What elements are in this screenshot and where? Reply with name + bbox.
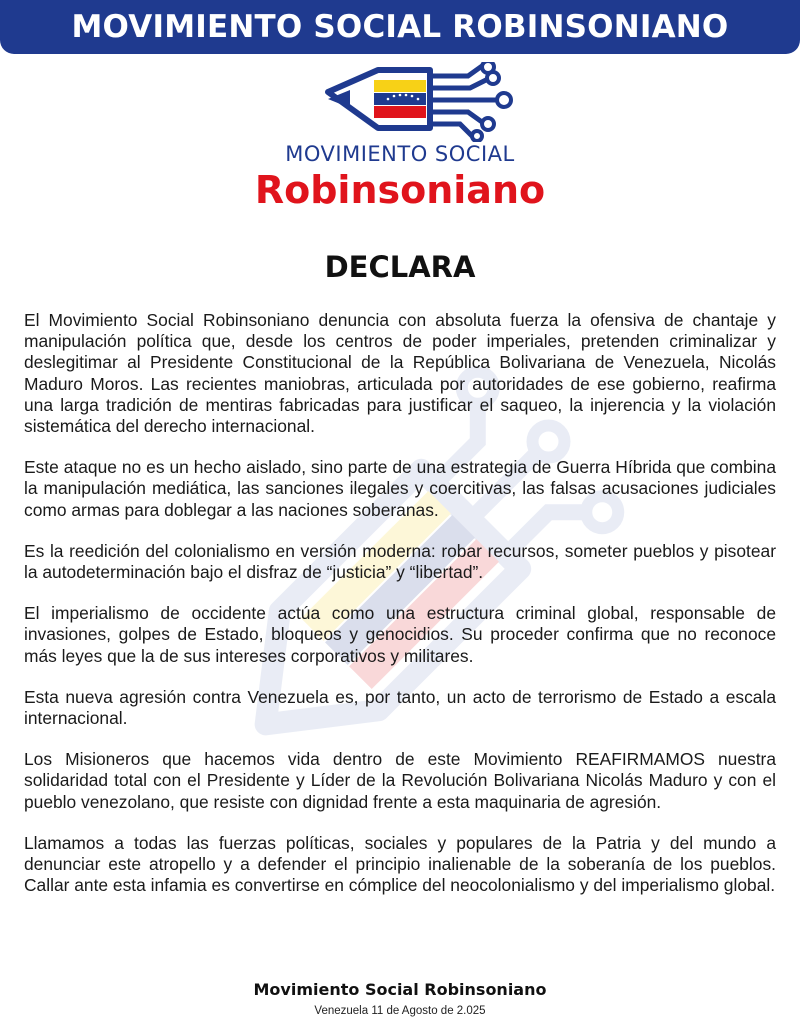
page-heading: DECLARA — [324, 250, 476, 284]
paragraph: Este ataque no es un hecho aislado, sino parte de una estrategia de Guerra Híbrida que combina la manipulación mediática, las sanciones ilegales y coercitivas, las falsas acusaciones judiciales como armas para doblegar a las naciones soberanas. — [24, 457, 776, 520]
header-banner — [0, 0, 800, 54]
banner-title: MOVIMIENTO SOCIAL ROBINSONIANO — [71, 9, 729, 45]
paragraph: Es la reedición del colonialismo en versión moderna: robar recursos, someter pueblos y pisotear la autodeterminación bajo el disfraz de “justicia” y “libertad”. — [24, 540, 776, 583]
date-line: Venezuela 11 de Agosto de 2.025 — [314, 1005, 486, 1017]
paragraph: El imperialismo de occidente actúa como una estructura criminal global, responsable de invasiones, golpes de Estado, bloqueos y genocidios. Su proceder confirma que no reconoce más leyes que la de sus intereses corporativos y militares. — [24, 603, 776, 666]
paragraph: Esta nueva agresión contra Venezuela es, por tanto, un acto de terrorismo de Estado a escala internacional. — [24, 686, 776, 729]
paragraph: Los Misioneros que hacemos vida dentro de este Movimiento REAFIRMAMOS nuestra solidaridad total con el Presidente y Líder de la Revolución Bolivariana Nicolás Maduro y con el pueblo venezolano, que resiste con dignidad frente a esta maquinaria de agresión. — [24, 749, 776, 812]
logo-text-line2: Robinsoniano — [254, 168, 546, 212]
paragraph: Llamamos a todas las fuerzas políticas, sociales y populares de la Patria y del mundo a denunciar este atropello y a defender el principio inalienable de la soberanía de los pueblos. Callar ante esta infamia es convertirse en cómplice del neocolonialismo y del imperialismo global. — [24, 832, 776, 896]
paragraph: El Movimiento Social Robinsoniano denuncia con absoluta fuerza la ofensiva de chantaje y manipulación política que, desde los centros de poder imperiales, pretenden criminalizar y deslegitimar al Presidente Constitucional de la República Bolivariana de Venezuela, Nicolás Maduro Moros. Las recientes maniobras, articulada por autoridades de ese gobierno, reafirma una larga tradición de mentiras fabricadas para justificar el saqueo, la injerencia y la violación sistemática del derecho internacional. — [24, 310, 776, 437]
logo-text-line1: MOVIMIENTO SOCIAL — [285, 142, 515, 166]
signature: Movimiento Social Robinsoniano — [253, 980, 547, 999]
pencil-circuit-logo-icon — [300, 62, 540, 142]
declaration-body — [24, 310, 776, 916]
